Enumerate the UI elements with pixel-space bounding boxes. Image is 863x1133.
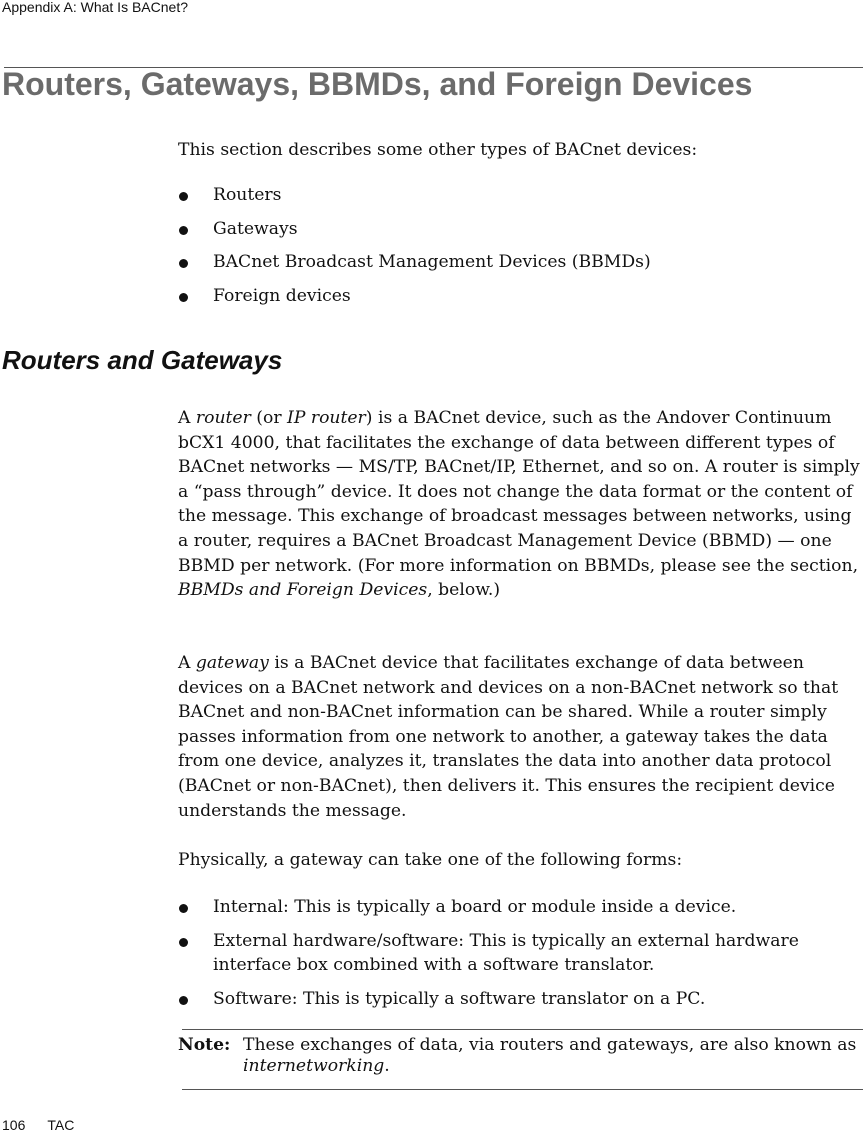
list-item (178, 929, 862, 978)
gateway-text: is a BACnet device that facilitates exchange of data between devices on a BACnet network and devices on a non-BACnet network so that BACnet and non-BACnet information can be shared. While a router simply passes information from one network to another, a gateway takes the data from one device, analyzes it, translates the data into another data protocol (BACnet or non-BACnet), then delivers it. This ensures the recipient device understands the message. (178, 653, 839, 821)
list-item (178, 987, 862, 1012)
router-term: router (195, 408, 251, 428)
list-item (178, 250, 862, 284)
note-box (178, 1035, 862, 1077)
router-text: (or (250, 408, 288, 428)
list-item-text: External hardware/software: This is typically an external hardware interface box combined with a software translator. (213, 930, 799, 976)
router-text: , below.) (427, 580, 501, 601)
router-text: A (178, 408, 196, 428)
list-item-text: Software: This is typically a software translator on a PC. (213, 988, 706, 1009)
list-item (178, 183, 862, 217)
bullet-icon (179, 904, 188, 913)
list-item (178, 217, 862, 251)
note-bottom-rule (182, 1089, 863, 1090)
gateway-text: A (178, 653, 196, 673)
list-item-text: Internal: This is typically a board or module inside a device. (213, 897, 737, 917)
forms-intro-paragraph (178, 848, 862, 873)
device-types-list (178, 183, 862, 317)
bullet-icon (179, 259, 188, 268)
footer-publisher: TAC (47, 1117, 75, 1133)
list-item-text: Foreign devices (213, 285, 351, 306)
gateway-term: gateway (195, 653, 269, 673)
intro-text: This section describes some other types of BACnet devices: (178, 140, 698, 160)
note-term: internetworking (243, 1056, 385, 1076)
note-body: These exchanges of data, via routers and gateways, are also known as (243, 1035, 857, 1055)
list-item-text: Gateways (213, 218, 298, 239)
bullet-icon (179, 938, 188, 947)
bullet-icon (179, 192, 188, 201)
list-item (178, 284, 862, 318)
running-header: Appendix A: What Is BACnet? (2, 0, 188, 15)
gateway-paragraph (178, 651, 862, 823)
bullet-icon (179, 293, 188, 302)
section-title: Routers, Gateways, BBMDs, and Foreign Devices (2, 66, 753, 102)
note-text (243, 1035, 862, 1077)
bullet-icon (179, 996, 188, 1005)
page-footer (2, 1117, 96, 1133)
forms-intro-text: Physically, a gateway can take one of the following forms: (178, 850, 683, 870)
subsection-title: Routers and Gateways (2, 345, 283, 375)
intro-paragraph (178, 138, 862, 163)
gateway-forms-list (178, 895, 862, 1020)
note-end: . (384, 1056, 390, 1076)
list-item-text: BACnet Broadcast Management Devices (BBMDs) (213, 252, 651, 272)
note-top-rule (182, 1029, 863, 1030)
ip-router-term: IP router (287, 408, 366, 428)
router-text: ) is a BACnet device, such as the Andover Continuum bCX1 4000, that facilitates the exchange of data between different types of BACnet networks — MS/TP, BACnet/IP, Ethernet, and so on. A router is simply a “pass through” device. It does not change the data format or the content of the message. This exchange of broadcast messages between networks, using a router, requires a BACnet Broadcast Management Device (BBMD) — one BBMD per network. (For more information on BBMDs, please see the section, (178, 408, 860, 576)
page-number: 106 (2, 1117, 26, 1133)
section-reference: BBMDs and Foreign Devices (178, 580, 428, 601)
note-label: Note: (178, 1035, 231, 1055)
list-item (178, 895, 862, 920)
router-paragraph (178, 406, 862, 603)
bullet-icon (179, 226, 188, 235)
list-item-text: Routers (213, 185, 282, 205)
